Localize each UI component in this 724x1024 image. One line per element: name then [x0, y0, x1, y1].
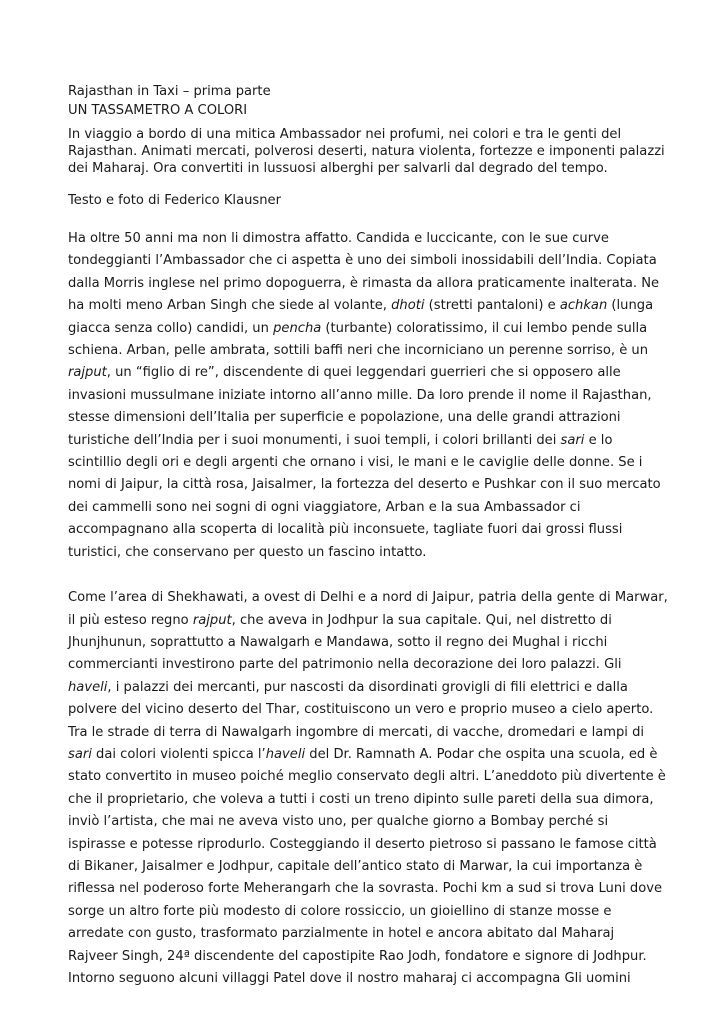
italic-term: haveli — [265, 746, 306, 762]
text-run: , un “figlio di re”, discendente di quei leggendari guerrieri che si opposero alle invasioni mussulmane iniziate intorno all’anno mille. Da loro prende il nome il Rajasthan, stesse dimensioni dell’Italia per superficie e popolazione, una delle grandi attrazioni turistiche dell’India per i suoi monumenti, i suoi templi, i colori brillanti dei — [68, 365, 652, 448]
italic-term: pencha — [273, 320, 322, 336]
body-paragraph-2 — [68, 587, 668, 990]
text-run: (lunga giacca senza collo) candidi, un — [68, 298, 654, 336]
headline: UN TASSAMETRO A COLORI — [68, 103, 248, 118]
italic-term: rajput — [192, 612, 232, 628]
series-title: Rajasthan in Taxi – prima parte — [68, 84, 271, 99]
italic-term: sari — [560, 432, 585, 448]
italic-term: dhoti — [391, 298, 425, 314]
text-run: (turbante) coloratissimo, il cui lembo pende sulla schiena. Arban, pelle ambrata, sottili baffi neri che incorniciano un perenne sorriso, è un — [68, 320, 649, 359]
text-run: dai colori violenti spicca l’ — [91, 746, 266, 762]
italic-term: sari — [68, 746, 92, 762]
body-paragraph-1 — [68, 228, 668, 564]
text-run: e lo scintillio degli ori e degli argenti che ornano i visi, le mani e le caviglie delle donne. Se i nomi di Jaipur, la città rosa, Jaisalmer, la fortezza del deserto e Pushkar con il suo mercato dei cammelli sono nei sogni di ogni viaggiatore, Arban e la sua Ambassador ci accompagnano alla scoperta di località più inconsuete, tagliate fuori dai grossi flussi turistici, che conservano per questo un fascino intatto. — [68, 432, 661, 560]
text-run: del Dr. Ramnath A. Podar che ospita una scuola, ed è stato convertito in museo poiché meglio conservato degli altri. L’aneddoto più divertente è che il proprietario, che voleva a tutti i costi un treno dipinto sulle pareti della sua dimora, inviò l’artista, che mai ne aveva visto uno, per qualche giorno a Bombay perché si ispirasse e potesse riprodurlo. Costeggiando il deserto pietroso si passano le famose città di Bikaner, Jaisalmer e Jodhpur, capitale dell’antico stato di Marwar, la cui importanza è riflessa nel poderoso forte Meherangarh che la sovrasta. Pochi km a sud si trova Luni dove sorge un altro forte più modesto di colore rossiccio, un gioiellino di stanze mosse e arredate con gusto, trasformato parzialmente in hotel e ancora abitato dal Maharaj Rajveer Singh, 24ª discendente del capostipite Rao Jodh, fondatore e signore di Jodhpur. Intorno seguono alcuni villaggi Patel dove il nostro maharaj ci accompagna Gli uomini — [68, 746, 666, 986]
document-page — [68, 82, 668, 990]
italic-term: achkan — [559, 298, 608, 314]
italic-term: rajput — [68, 365, 107, 381]
text-run: (stretti pantaloni) e — [424, 298, 560, 314]
intro-paragraph: In viaggio a bordo di una mitica Ambassador nei profumi, nei colori e tra le genti del Rajasthan. Animati mercati, polverosi deserti, natura violenta, fortezze e imponenti palazzi dei Maharaj. Ora convertiti in lussuosi alberghi per salvarli dal degrado del tempo. — [68, 127, 665, 176]
text-run: Come l’area di Shekhawati, a ovest di Delhi e a nord di Jaipur, patria della gente di Marwar, il più esteso regno — [68, 590, 668, 628]
italic-term: haveli — [68, 679, 108, 695]
byline: Testo e foto di Federico Klausner — [68, 193, 281, 208]
text-run: , i palazzi dei mercanti, pur nascosti da disordinati grovigli di fili elettrici e dalla polvere del vicino deserto del Thar, costituiscono un vero e proprio museo a cielo aperto. Tra le strade di terra di Nawalgarh ingombre di mercati, di vacche, dromedari e lampi di — [68, 679, 654, 740]
text-run: , che aveva in Jodhpur la sua capitale. Qui, nel distretto di Jhunjhunun, soprattutto a Nawalgarh e Mandawa, sotto il regno dei Mughal i ricchi commercianti investirono parte del patrimonio nella decorazione dei loro palazzi. Gli — [68, 612, 622, 673]
text-run: Ha oltre 50 anni ma non li dimostra affatto. Candida e luccicante, con le sue curve tondeggianti l’Ambassador che ci aspetta è uno dei simboli inossidabili dell’India. Copiata dalla Morris inglese nel primo dopoguerra, è rimasta da allora praticamente inalterata. Ne ha molti meno Arban Singh che siede al volante, — [68, 231, 660, 314]
